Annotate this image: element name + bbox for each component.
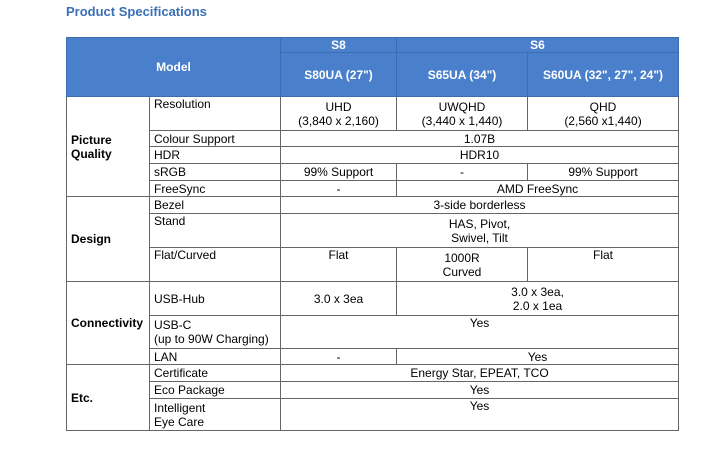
- value-cell: HDR10: [281, 147, 679, 164]
- table-row: [67, 248, 679, 282]
- feature-intelligent-eye-care: Intelligent Eye Care: [150, 399, 281, 431]
- feature-eco-package: Eco Package: [150, 382, 281, 399]
- category-etc: Etc.: [67, 365, 150, 431]
- value-cell: QHD (2,560 x1,440): [528, 97, 679, 131]
- value-cell: 1000R Curved: [397, 248, 528, 282]
- value-cell: UWQHD (3,440 x 1,440): [397, 97, 528, 131]
- value-cell: -: [281, 181, 397, 197]
- feature-usb-hub: USB-Hub: [150, 282, 281, 316]
- table-row: [67, 164, 679, 181]
- feature-certificate: Certificate: [150, 365, 281, 382]
- page-title: Product Specifications: [66, 4, 207, 19]
- group-header-s8: S8: [281, 38, 397, 53]
- header-row-groups: [67, 38, 679, 53]
- category-picture-quality: Picture Quality: [67, 97, 150, 197]
- table-row: [67, 399, 679, 431]
- value-cell: 99% Support: [528, 164, 679, 181]
- value-cell: 3.0 x 3ea: [281, 282, 397, 316]
- group-header-s6: S6: [397, 38, 679, 53]
- feature-resolution: Resolution: [150, 97, 281, 131]
- value-cell: 3.0 x 3ea, 2.0 x 1ea: [397, 282, 679, 316]
- feature-freesync: FreeSync: [150, 181, 281, 197]
- table-row: [67, 131, 679, 147]
- value-cell: HAS, Pivot, Swivel, Tilt: [281, 214, 679, 248]
- model-header-s65ua: S65UA (34"): [397, 53, 528, 97]
- category-connectivity: Connectivity: [67, 282, 150, 365]
- spec-table: [66, 37, 679, 431]
- model-header-s80ua: S80UA (27"): [281, 53, 397, 97]
- value-cell: Flat: [528, 248, 679, 282]
- value-cell: Yes: [281, 399, 679, 431]
- feature-srgb: sRGB: [150, 164, 281, 181]
- feature-usb-c: USB-C (up to 90W Charging): [150, 316, 281, 349]
- value-cell: Yes: [397, 349, 679, 365]
- value-cell: Energy Star, EPEAT, TCO: [281, 365, 679, 382]
- value-cell: Flat: [281, 248, 397, 282]
- value-cell: AMD FreeSync: [397, 181, 679, 197]
- value-cell: Yes: [281, 316, 679, 349]
- value-cell: 1.07B: [281, 131, 679, 147]
- table-row: [67, 181, 679, 197]
- table-row: [67, 214, 679, 248]
- value-cell: -: [397, 164, 528, 181]
- value-cell: -: [281, 349, 397, 365]
- category-design: Design: [67, 197, 150, 282]
- model-header-s60ua: S60UA (32", 27", 24"): [528, 53, 679, 97]
- table-row: [67, 147, 679, 164]
- table-row: [67, 197, 679, 214]
- feature-bezel: Bezel: [150, 197, 281, 214]
- table-row: [67, 97, 679, 131]
- table-row: [67, 316, 679, 349]
- feature-colour-support: Colour Support: [150, 131, 281, 147]
- value-cell: Yes: [281, 382, 679, 399]
- feature-hdr: HDR: [150, 147, 281, 164]
- value-cell: UHD (3,840 x 2,160): [281, 97, 397, 131]
- table-row: [67, 365, 679, 382]
- table-row: [67, 382, 679, 399]
- table-row: [67, 349, 679, 365]
- model-header: Model: [67, 38, 281, 97]
- value-cell: 3-side borderless: [281, 197, 679, 214]
- feature-stand: Stand: [150, 214, 281, 248]
- table-row: [67, 282, 679, 316]
- value-cell: 99% Support: [281, 164, 397, 181]
- feature-flat-curved: Flat/Curved: [150, 248, 281, 282]
- feature-lan: LAN: [150, 349, 281, 365]
